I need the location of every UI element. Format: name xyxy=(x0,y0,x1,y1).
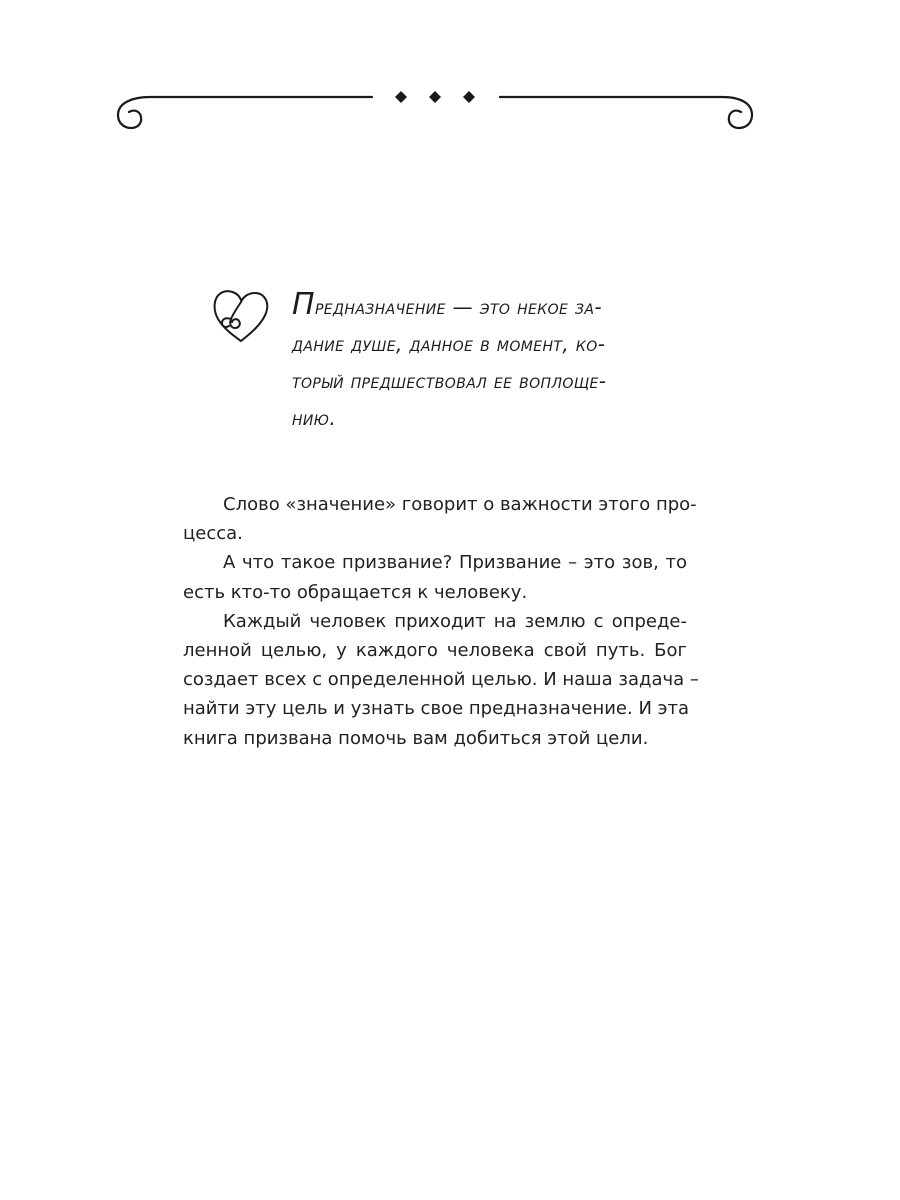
paragraph-line: ленной целью, у каждого человека свой путь. Бог xyxy=(183,640,687,662)
quote-drop-letter: П xyxy=(292,287,315,322)
paragraph-line: книга призвана помочь вам добиться этой цели. xyxy=(183,727,649,749)
paragraph-line: цесса. xyxy=(183,523,243,545)
quote-line: торый предшествовал ее воплоще- xyxy=(292,369,607,393)
paragraph-line: есть кто-то обращается к человеку. xyxy=(183,581,528,603)
body-text xyxy=(183,490,703,753)
quote-line: дание душе, данное в момент, ко- xyxy=(292,332,606,356)
quote-line: Предназначение — это некое за- xyxy=(292,287,602,322)
epigraph-quote xyxy=(292,286,692,437)
paragraph-line: найти эту цель и узнать свое предназначение. И эта xyxy=(183,698,690,720)
quote-line: нию. xyxy=(292,406,337,430)
paragraph-line: создает всех с определенной целью. И наша задача – xyxy=(183,669,699,691)
paragraph-line: Каждый человек приходит на землю с опреде- xyxy=(223,610,687,632)
paragraph-line: Слово «значение» говорит о важности этого про- xyxy=(223,494,697,515)
heart-swirl-icon xyxy=(210,288,272,344)
paragraph-line: А что такое призвание? Призвание – это зов, то xyxy=(223,552,687,574)
flourish-divider-icon xyxy=(110,76,760,132)
